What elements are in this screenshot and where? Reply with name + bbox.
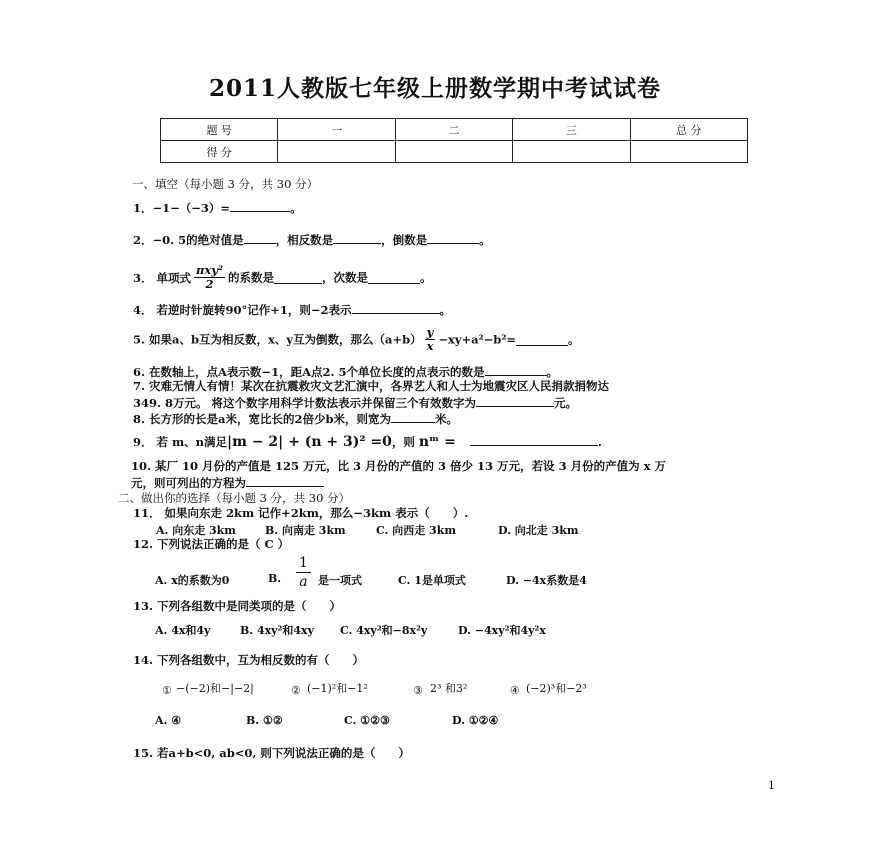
fraction-denominator: 2 [205, 277, 214, 291]
item-3-expression: 2³ 和3² [430, 682, 468, 695]
question-5-text: 5. 如果a、b互为相反数，x、y互为倒数，那么（a+b） [133, 332, 422, 347]
option-c[interactable]: C. ①②③ [344, 714, 390, 727]
absolute-value-expression: |m − 2| + (n + 3)² =0 [227, 434, 392, 450]
answer-blank[interactable] [470, 433, 598, 446]
score-cell[interactable] [278, 141, 395, 163]
y-over-x-fraction [425, 326, 436, 353]
option-a[interactable]: A. 4x和4y [155, 624, 211, 637]
question-10-line-1: 10. 某厂 10 月份的产值是 125 万元，比 3 月份的产值的 3 倍少 13 万元，若设 3 月份的产值为 x 万 [131, 459, 666, 473]
question-7-text: 349. 8万元。 将这个数字用科学计数法表示并保留三个有效数字为 [133, 396, 477, 410]
fraction-numerator: y [426, 325, 434, 339]
question-3 [133, 264, 432, 291]
question-6-text: 6. 在数轴上，点A表示数−1，距A点2. 5个单位长度的点表示的数是 [133, 365, 485, 379]
option-b-text: 是一项式 [318, 574, 362, 587]
option-c[interactable]: C. 1是单项式 [398, 574, 466, 587]
answer-blank[interactable] [333, 231, 381, 244]
table-cell: 一 [278, 119, 395, 141]
one-over-a-fraction [296, 554, 311, 591]
question-3-text: 的系数是 [228, 270, 275, 285]
fraction-denominator: a [299, 574, 308, 590]
score-cell[interactable] [630, 141, 747, 163]
question-3-text: 3． 单项式 [133, 270, 192, 285]
question-end: 。 [290, 201, 302, 215]
question-4-text: 4． 若逆时针旋转90°记作+1，则−2表示 [133, 303, 352, 317]
fraction-numerator: 1 [296, 554, 311, 573]
table-cell: 总 分 [630, 119, 747, 141]
question-10-line-2 [131, 474, 324, 491]
question-5 [133, 326, 580, 353]
item-marker: ① [162, 684, 172, 697]
question-end: . [597, 435, 602, 449]
question-1 [133, 199, 302, 216]
page-number: 1 [768, 779, 775, 792]
question-12: 12. 下列说法正确的是（ C ） [133, 537, 290, 551]
answer-blank[interactable] [391, 410, 435, 423]
question-5-text: −xy+a²−b²= [438, 332, 517, 347]
question-15: 15. 若a+b<0, ab<0, 则下列说法正确的是（ ） [133, 746, 410, 760]
option-b[interactable]: B. [268, 572, 282, 585]
score-table [160, 118, 748, 163]
question-4 [133, 301, 451, 318]
answer-blank[interactable] [476, 394, 554, 407]
section-1-heading: 一、填空（每小题 3 分，共 30 分） [132, 177, 319, 191]
item-marker: ② [291, 684, 301, 697]
question-10-text: 元，则可列出的方程为 [131, 476, 246, 490]
answer-blank[interactable] [246, 474, 324, 487]
item-2-expression: (−1)²和−1² [307, 682, 368, 695]
option-a[interactable]: A. 向东走 3km [156, 524, 236, 537]
fraction-denominator: x [426, 339, 434, 353]
question-8-text: 8. 长方形的长是a米，宽比长的2倍少b米，则宽为 [133, 412, 392, 426]
option-d[interactable]: D. −4xy²和4y²x [458, 624, 546, 637]
table-cell: 三 [513, 119, 630, 141]
option-b[interactable]: B. 向南走 3km [265, 524, 346, 537]
page-title: 2011人教版七年级上册数学期中考试试卷 [208, 75, 661, 102]
answer-blank[interactable] [230, 199, 290, 212]
item-1-expression: −(−2)和−|−2| [176, 682, 254, 695]
score-cell[interactable] [513, 141, 630, 163]
question-2 [133, 231, 491, 248]
monomial-fraction [194, 264, 225, 291]
score-cell[interactable] [395, 141, 512, 163]
option-d[interactable]: D. 向北走 3km [498, 524, 579, 537]
question-end: 。 [568, 332, 580, 347]
question-1-text: 1．−1−（−3）= [133, 201, 231, 215]
power-expression: nᵐ = [418, 434, 456, 450]
answer-blank[interactable] [274, 271, 322, 284]
question-8 [133, 410, 458, 427]
question-2-text: ，相反数是 [275, 233, 334, 247]
table-cell: 二 [395, 119, 512, 141]
table-row [161, 119, 748, 141]
question-end: 元。 [554, 396, 578, 410]
answer-blank[interactable] [244, 231, 276, 244]
option-b[interactable]: B. 4xy²和4xy [240, 624, 314, 637]
question-14: 14. 下列各组数中，互为相反数的有（ ） [133, 653, 365, 667]
question-9-text: 9． 若 m、n满足 [133, 435, 228, 449]
option-a[interactable]: A. x的系数为0 [155, 574, 230, 587]
question-end: 米。 [435, 412, 459, 426]
question-2-text: 2．−0. 5的绝对值是 [133, 233, 244, 247]
item-marker: ④ [510, 684, 520, 697]
table-row [161, 141, 748, 163]
answer-blank[interactable] [352, 301, 440, 314]
question-9 [133, 433, 602, 450]
option-b[interactable]: B. ①② [246, 714, 283, 727]
question-end: 。 [479, 233, 491, 247]
answer-blank[interactable] [427, 231, 479, 244]
item-4-expression: (−2)³和−2³ [526, 682, 587, 695]
option-a[interactable]: A. ④ [155, 714, 182, 727]
question-end: 。 [420, 270, 432, 285]
question-2-text: ，倒数是 [381, 233, 428, 247]
option-d[interactable]: D. ①②④ [452, 714, 499, 727]
question-7-line-2 [133, 394, 577, 411]
question-7-line-1: 7. 灾难无情人有情！某次在抗震救灾文艺汇演中，各界艺人和人士为地震灾区人民捐款捐物达 [133, 379, 610, 393]
answer-blank[interactable] [368, 271, 420, 284]
option-c[interactable]: C. 向西走 3km [376, 524, 456, 537]
answer-blank[interactable] [485, 363, 547, 376]
answer-blank[interactable] [516, 333, 568, 346]
section-2-heading: 二、做出你的选择（每小题 3 分，共 30 分） [118, 491, 351, 505]
item-marker: ③ [413, 684, 423, 697]
question-13: 13. 下列各组数中是同类项的是（ ） [133, 599, 342, 613]
question-end: 。 [439, 303, 452, 317]
fraction-numerator: πxy² [196, 263, 224, 277]
option-d[interactable]: D. −4x系数是4 [506, 574, 587, 587]
question-9-text: ，则 [391, 435, 415, 449]
question-3-text: ，次数是 [322, 270, 369, 285]
option-c[interactable]: C. 4xy²和−8x²y [340, 624, 428, 637]
question-11: 11． 如果向东走 2km 记作+2km，那么−3km 表示（ ）. [133, 506, 469, 520]
table-cell: 得 分 [161, 141, 278, 163]
question-end: 。 [546, 365, 558, 379]
table-cell: 题 号 [161, 119, 278, 141]
